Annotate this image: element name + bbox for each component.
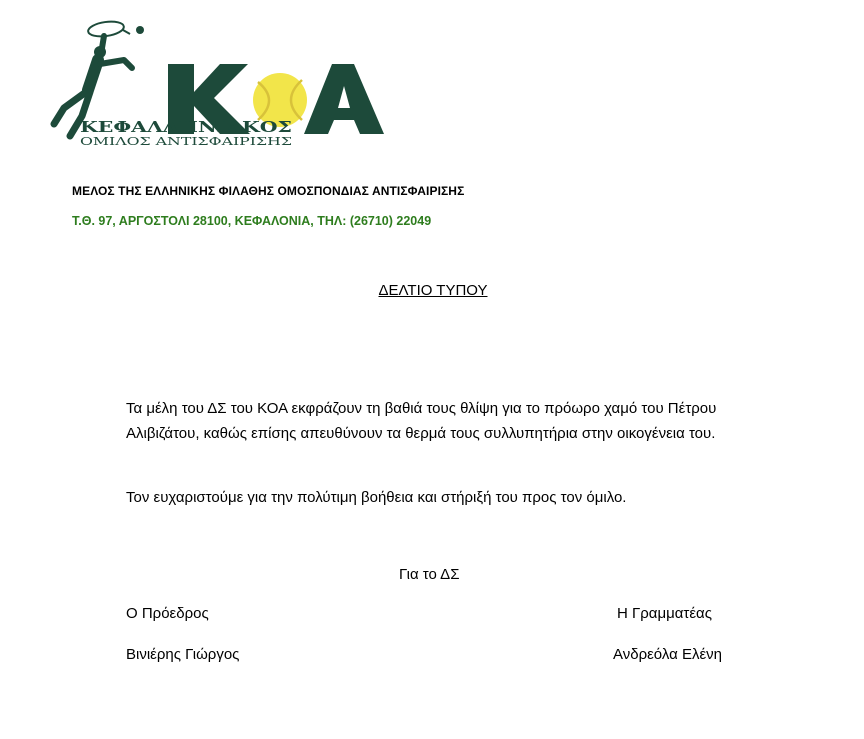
club-logo (48, 16, 388, 151)
document-title-text: ΔΕΛΤΙΟ ΤΥΠΟΥ (378, 282, 488, 299)
secretary-name: Ανδρεόλα Ελένη (613, 646, 723, 663)
logo-club-name-line2: ΟΜΙΛΟΣ ΑΝΤΙΣΦΑΙΡΙΣΗΣ (80, 135, 293, 148)
body-paragraph-1: Τα μέλη του ΔΣ του ΚΟΑ εκφράζουν τη βαθιά τους θλίψη για το πρόωρο χαμό του Πέτρου Αλιβιζάτου, καθώς επίσης απευθύνουν τα θερμά τους συλλυπητήρια στην οικογένεια του. (126, 400, 717, 442)
president-role: Ο Πρόεδρος (126, 605, 209, 622)
club-address-line: Τ.Θ. 97, ΑΡΓΟΣΤΟΛΙ 28100, ΚΕΦΑΛΟΝΙΑ, ΤΗΛ: (26710) 22049 (72, 214, 432, 228)
logo-club-name-line1: ΚΕΦΑΛΛΗΝΙΑΚΟΣ (80, 118, 292, 136)
body-paragraph-2: Τον ευχαριστούμε για την πολύτιμη βοήθεια και στήριξή του προς τον όμιλο. (126, 489, 627, 506)
president-name: Βινιέρης Γιώργος (126, 646, 240, 663)
document-title (0, 282, 864, 299)
logo-letter-a (304, 64, 384, 134)
federation-member-line: ΜΕΛΟΣ ΤΗΣ ΕΛΛΗΝΙΚΗΣ ΦΙΛΑΘΗΣ ΟΜΟΣΠΟΝΔΙΑΣ ΑΝΤΙΣΦΑΙΡΙΣΗΣ (72, 184, 465, 198)
secretary-role: Η Γραμματέας (617, 605, 712, 622)
signature-for-line: Για το ΔΣ (399, 566, 460, 583)
